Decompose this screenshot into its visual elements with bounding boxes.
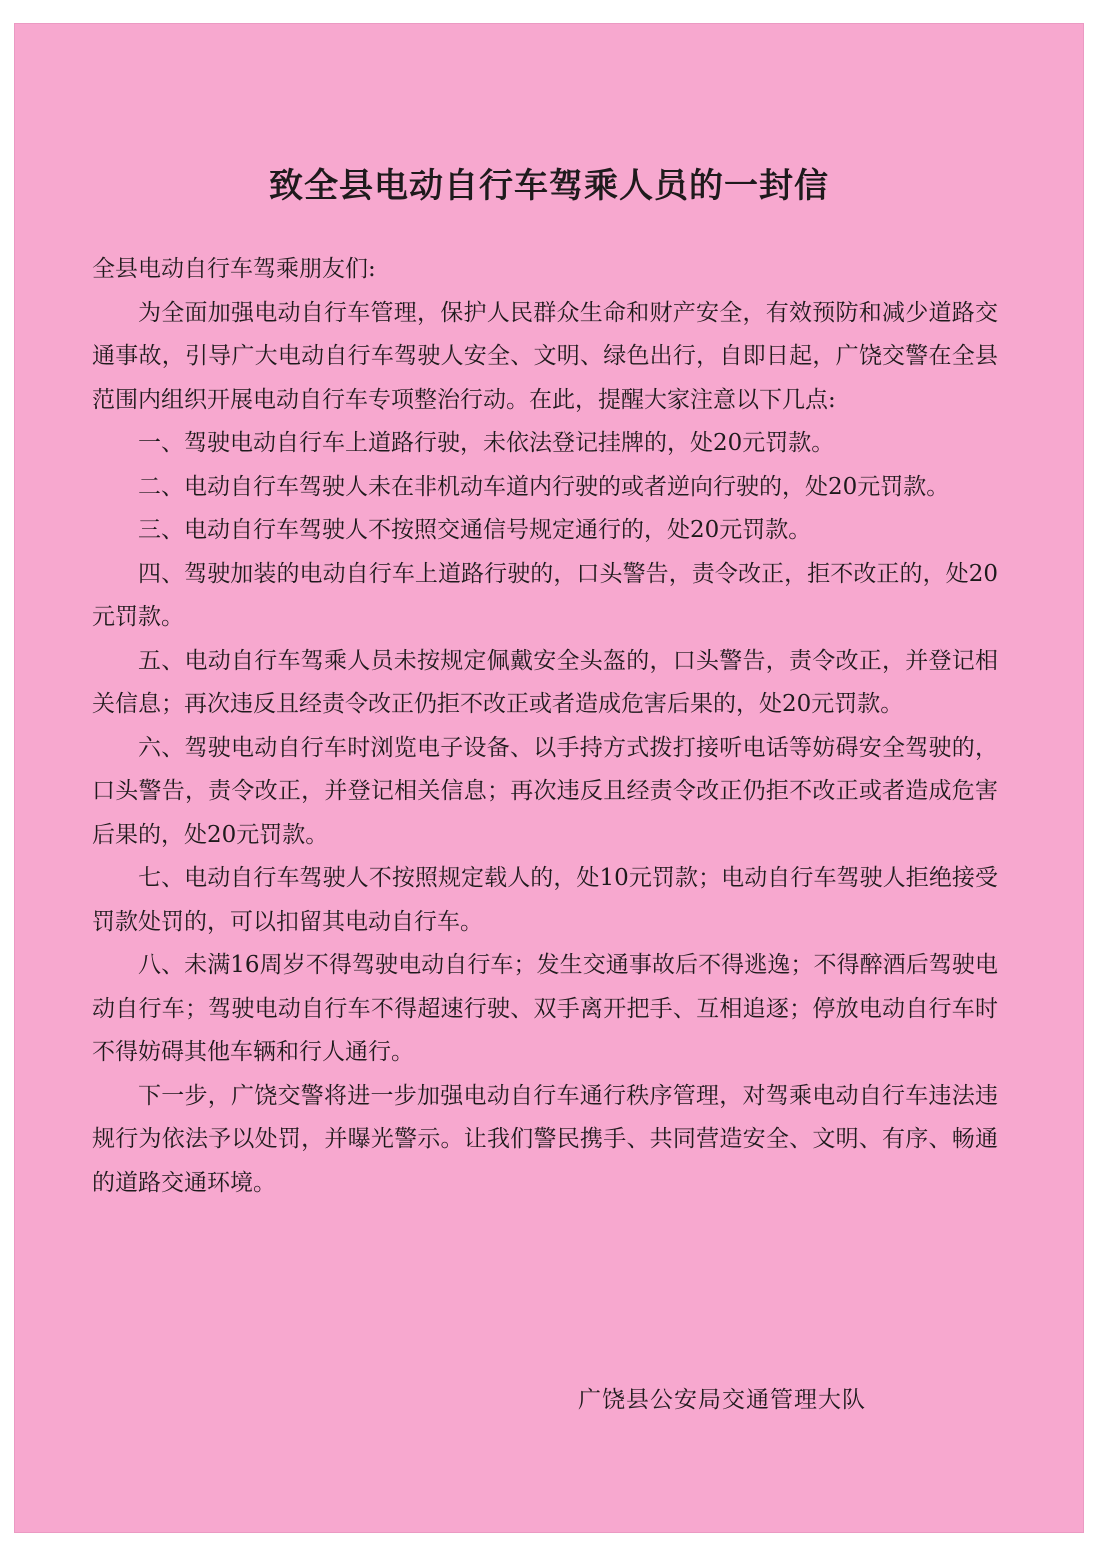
rule-item-3: 三、电动自行车驾驶人不按照交通信号规定通行的，处20元罚款。 <box>138 517 812 543</box>
rule-item-7: 七、电动自行车驾驶人不按照规定载人的，处10元罚款；电动自行车驾驶人拒绝接受罚款处罚的，可以扣留其电动自行车。 <box>92 865 998 935</box>
rule-item-6: 六、驾驶电动自行车时浏览电子设备、以手持方式拨打接听电话等妨碍安全驾驶的，口头警告，责令改正，并登记相关信息；再次违反且经责令改正仍拒不改正或者造成危害后果的，处20元罚款。 <box>92 734 998 848</box>
letter-title: 致全县电动自行车驾乘人员的一封信 <box>269 166 829 206</box>
intro-paragraph: 为全面加强电动自行车管理，保护人民群众生命和财产安全，有效预防和减少道路交通事故，引导广大电动自行车驾驶人安全、文明、绿色出行，自即日起，广饶交警在全县范围内组织开展电动自行车专项整治行动。在此，提醒大家注意以下几点: <box>92 299 998 413</box>
signature: 广饶县公安局交通管理大队 <box>578 1387 866 1413</box>
rule-item-8: 八、未满16周岁不得驾驶电动自行车；发生交通事故后不得逃逸；不得醉酒后驾驶电动自行车；驾驶电动自行车不得超速行驶、双手离开把手、互相追逐；停放电动自行车时不得妨碍其他车辆和行人通行。 <box>92 952 998 1065</box>
salutation: 全县电动自行车驾乘朋友们: <box>92 256 376 282</box>
rule-item-4: 四、驾驶加装的电动自行车上道路行驶的，口头警告，责令改正，拒不改正的，处20元罚款。 <box>92 560 998 630</box>
rule-item-1: 一、驾驶电动自行车上道路行驶，未依法登记挂牌的，处20元罚款。 <box>138 430 835 456</box>
rule-item-5: 五、电动自行车驾乘人员未按规定佩戴安全头盔的，口头警告，责令改正，并登记相关信息；再次违反且经责令改正仍拒不改正或者造成危害后果的，处20元罚款。 <box>92 647 998 717</box>
closing-paragraph: 下一步，广饶交警将进一步加强电动自行车通行秩序管理，对驾乘电动自行车违法违规行为依法予以处罚，并曝光警示。让我们警民携手、共同营造安全、文明、有序、畅通的道路交通环境。 <box>92 1082 998 1196</box>
letter-body <box>92 248 998 1205</box>
rule-item-2: 二、电动自行车驾驶人未在非机动车道内行驶的或者逆向行驶的，处20元罚款。 <box>138 473 950 500</box>
